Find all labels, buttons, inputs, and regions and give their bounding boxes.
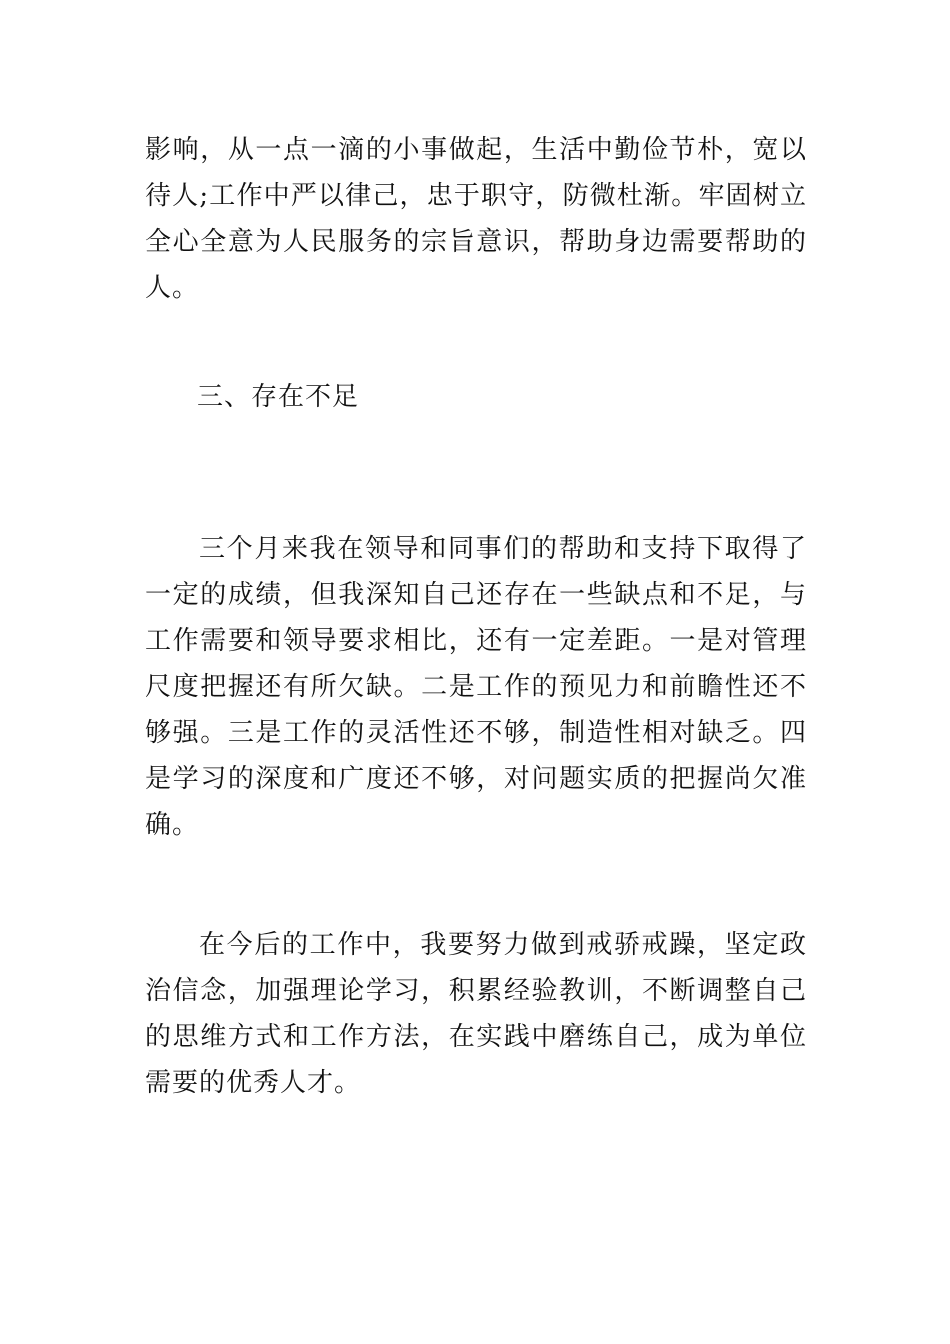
paragraph-future-plans: 在今后的工作中，我要努力做到戒骄戒躁，坚定政治信念，加强理论学习，积累经验教训，不断调整自己的思维方式和工作方法，在实践中磨练自己，成为单位需要的优秀人才。: [145, 930, 807, 1098]
section-heading: 三、存在不足: [197, 382, 360, 412]
paragraph-shortcomings: 三个月来我在领导和同事们的帮助和支持下取得了一定的成绩，但我深知自己还存在一些缺点和不足，与工作需要和领导要求相比，还有一定差距。一是对管理尺度把握还有所欠缺。二是工作的预见力和前瞻性还不够强。三是工作的灵活性还不够，制造性相对缺乏。四是学习的深度和广度还不够，对问题实质的把握尚欠准确。: [145, 534, 807, 840]
paragraph-continuation: 影响，从一点一滴的小事做起，生活中勤俭节朴，宽以待人;工作中严以律己，忠于职守，防微杜渐。牢固树立全心全意为人民服务的宗旨意识，帮助身边需要帮助的人。: [145, 135, 807, 303]
